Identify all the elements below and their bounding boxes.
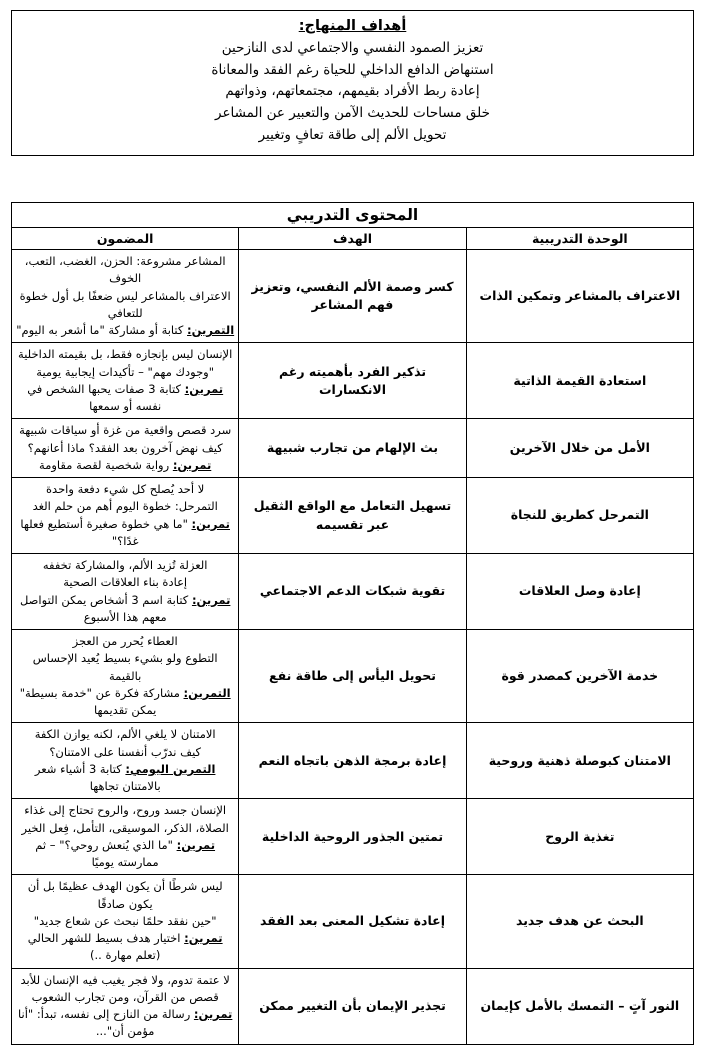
exercise-line xyxy=(16,381,234,416)
content-cell xyxy=(12,343,239,419)
goal-cell: تجذير الإيمان بأن التغيير ممكن xyxy=(239,968,466,1044)
table-row xyxy=(12,875,694,968)
objective-item: خلق مساحات للحديث الآمن والتعبير عن المشاعر xyxy=(215,105,490,122)
content-cell xyxy=(12,478,239,554)
content-line: العطاء يُحرر من العجز xyxy=(72,634,178,649)
exercise-text: كتابة اسم 3 أشخاص يمكن التواصل معهم هذا الأسبوع xyxy=(19,592,192,624)
exercise-text: "ما هي خطوة صغيرة أستطيع فعلها غدًا؟" xyxy=(20,516,192,548)
goal-cell: تحويل اليأس إلى طاقة نفع xyxy=(239,630,466,723)
content-line: العزلة تُزيد الألم، والمشاركة تخففه xyxy=(42,558,208,573)
exercise-label: التمرين: xyxy=(183,685,231,700)
table-row xyxy=(12,799,694,875)
unit-cell: خدمة الآخرين كمصدر قوة xyxy=(466,630,693,723)
goal-cell: تقوية شبكات الدعم الاجتماعي xyxy=(239,554,466,630)
goal-cell: تذكير الفرد بأهميته رغم الانكسارات xyxy=(239,343,466,419)
goal-cell: تمتين الجذور الروحية الداخلية xyxy=(239,799,466,875)
table-row xyxy=(12,630,694,723)
exercise-label: التمرين: xyxy=(187,323,235,338)
unit-cell: البحث عن هدف جديد xyxy=(466,875,693,968)
exercise-line xyxy=(16,930,234,965)
content-cell xyxy=(12,630,239,723)
spacer xyxy=(10,156,695,202)
table-title-row xyxy=(12,203,694,228)
content-line: التمرحل: خطوة اليوم أهم من حلم الغد xyxy=(32,499,218,514)
content-line: الامتنان لا يلغي الألم، لكنه يوازن الكفة xyxy=(34,727,216,742)
table-row xyxy=(12,419,694,478)
content-cell xyxy=(12,799,239,875)
unit-cell: استعادة القيمة الذاتية xyxy=(466,343,693,419)
content-line: "حين نفقد حلمًا نبحث عن شعاع جديد" xyxy=(33,913,217,928)
exercise-text: كتابة 3 صفات يحبها الشخص في نفسه أو سمعها xyxy=(27,381,185,414)
content-line: إعادة بناء العلاقات الصحية xyxy=(63,575,188,590)
table-row xyxy=(12,250,694,343)
exercise-line xyxy=(16,837,234,872)
unit-cell: إعادة وصل العلاقات xyxy=(466,554,693,630)
column-header-unit: الوحدة التدريبية xyxy=(466,228,693,250)
exercise-text: كتابة 3 أشياء شعر بالامتنان تجاهها xyxy=(34,761,161,794)
content-cell xyxy=(12,723,239,799)
exercise-label: التمرين اليومي: xyxy=(125,761,216,776)
content-line: ليس شرطًا أن يكون الهدف عظيمًا بل أن يكون صادقًا xyxy=(27,879,223,911)
content-line: لا أحد يُصلح كل شيء دفعة واحدة xyxy=(46,482,205,497)
exercise-text: اختيار هدف بسيط للشهر الحالي (تعلم مهارة ..) xyxy=(27,931,185,963)
training-content-table xyxy=(11,202,694,1045)
table-title: المحتوى التدريبي xyxy=(12,203,694,228)
exercise-text: مشاركة فكرة عن "خدمة بسيطة" يمكن تقديمها xyxy=(19,685,184,718)
exercise-line xyxy=(16,685,234,720)
content-line: الإنسان جسد وروح، والروح تحتاج إلى غذاء xyxy=(24,803,227,818)
goal-cell: كسر وصمة الألم النفسي، وتعزيز فهم المشاعر xyxy=(239,250,466,343)
table-row xyxy=(12,343,694,419)
exercise-line xyxy=(16,1006,234,1041)
column-header-content: المضمون xyxy=(12,228,239,250)
objective-item: تعزيز الصمود النفسي والاجتماعي لدى النازحين xyxy=(221,39,484,56)
table-row xyxy=(12,723,694,799)
unit-cell: التمرحل كطريق للنجاة xyxy=(466,478,693,554)
objectives-title: أهداف المنهاج: xyxy=(298,18,407,34)
content-cell xyxy=(12,968,239,1044)
exercise-label: تمرين: xyxy=(172,457,212,472)
content-line: سرد قصص واقعية من غزة أو سياقات شبيهة xyxy=(19,423,232,438)
content-line: الاعتراف بالمشاعر ليس ضعفًا بل أول خطوة للتعافي xyxy=(19,288,231,320)
content-cell xyxy=(12,250,239,343)
unit-cell: الأمل من خلال الآخرين xyxy=(466,419,693,478)
exercise-text: رواية شخصية لقصة مقاومة xyxy=(39,457,173,472)
exercise-line xyxy=(16,516,234,551)
goal-cell: تسهيل التعامل مع الواقع الثقيل عبر تقسيمه xyxy=(239,478,466,554)
content-line: لا عتمة تدوم، ولا فجر يغيب فيه الإنسان للأبد xyxy=(20,972,230,987)
table-row xyxy=(12,554,694,630)
content-cell xyxy=(12,875,239,968)
content-line: الصلاة، الذكر، الموسيقى، التأمل، فِعل الخير xyxy=(21,820,229,835)
goal-cell: إعادة برمجة الذهن باتجاه النعم xyxy=(239,723,466,799)
content-line: المشاعر مشروعة: الحزن، الغضب، التعب، الخوف xyxy=(24,254,226,286)
content-line: الإنسان ليس بإنجازه فقط، بل بقيمته الداخلية xyxy=(18,347,233,362)
unit-cell: تغذية الروح xyxy=(466,799,693,875)
content-line: كيف نهض آخرون بعد الفقد؟ ماذا أعانهم؟ xyxy=(27,440,223,455)
unit-cell: الاعتراف بالمشاعر وتمكين الذات xyxy=(466,250,693,343)
content-line: "وجودك مهم" – تأكيدات إيجابية يومية xyxy=(36,364,215,379)
exercise-line xyxy=(16,592,234,627)
table-row xyxy=(12,968,694,1044)
exercise-text: رسالة من النازح إلى نفسه، تبدأ: "أنا مؤمن أن"... xyxy=(17,1007,194,1039)
exercise-text: كتابة أو مشاركة "ما أشعر به اليوم" xyxy=(16,323,188,338)
exercise-label: تمرين: xyxy=(193,1007,233,1022)
exercise-label: تمرين: xyxy=(191,592,231,607)
objective-item: استنهاض الدافع الداخلي للحياة رغم الفقد والمعاناة xyxy=(211,61,494,78)
objective-item: تحويل الألم إلى طاقة تعافٍ وتغيير xyxy=(258,127,447,144)
table-header-row xyxy=(12,228,694,250)
goal-cell: بث الإلهام من تجارب شبيهة xyxy=(239,419,466,478)
exercise-line xyxy=(16,457,234,474)
content-line: قصص من القرآن، ومن تجارب الشعوب xyxy=(31,989,219,1004)
exercise-label: تمرين: xyxy=(191,516,230,531)
column-header-goal: الهدف xyxy=(239,228,466,250)
content-line: التطوع ولو بشيء بسيط يُعيد الإحساس بالقيمة xyxy=(32,651,218,683)
objectives-list xyxy=(22,38,683,147)
exercise-line xyxy=(16,322,234,339)
content-line: كيف ندرّب أنفسنا على الامتنان؟ xyxy=(49,744,202,759)
unit-cell: الامتنان كبوصلة ذهنية وروحية xyxy=(466,723,693,799)
objective-item: إعادة ربط الأفراد بقيمهم، مجتمعاتهم، وذواتهم xyxy=(225,83,480,100)
exercise-line xyxy=(16,761,234,796)
table-row xyxy=(12,478,694,554)
unit-cell: النور آتٍ – التمسك بالأمل كإيمان xyxy=(466,968,693,1044)
exercise-label: تمرين: xyxy=(176,837,216,852)
exercise-label: تمرين: xyxy=(184,931,223,946)
goal-cell: إعادة تشكيل المعنى بعد الفقد xyxy=(239,875,466,968)
content-cell xyxy=(12,554,239,630)
exercise-text: "ما الذي يُنعش روحي؟" – ثم ممارسته يوميًا xyxy=(35,837,177,870)
objectives-box xyxy=(11,10,694,156)
exercise-label: تمرين: xyxy=(184,381,224,396)
content-cell xyxy=(12,419,239,478)
